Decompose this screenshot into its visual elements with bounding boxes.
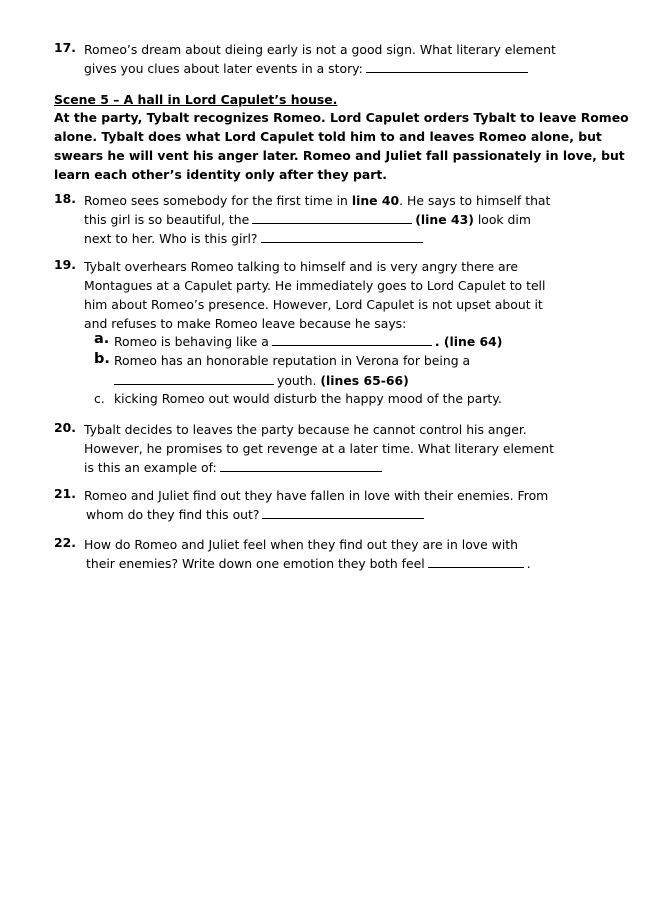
question-text: their enemies? Write down one emotion they both feel bbox=[86, 556, 425, 571]
answer-blank[interactable] bbox=[272, 333, 432, 346]
question-text: whom do they find this out? bbox=[86, 507, 260, 522]
question-text: next to her. Who is this girl? bbox=[84, 231, 258, 246]
question-number: 19. bbox=[54, 257, 76, 272]
question-number: 21. bbox=[54, 486, 76, 501]
line-reference: (lines 65-66) bbox=[320, 373, 409, 388]
question-text: Romeo and Juliet find out they have fallen in love with their enemies. From bbox=[84, 488, 549, 503]
question-text: Romeo’s dream about dieing early is not a good sign. What literary element bbox=[84, 42, 556, 57]
option-label: b. bbox=[94, 351, 110, 367]
summary-line: At the party, Tybalt recognizes Romeo. Lord Capulet orders Tybalt to leave Romeo bbox=[54, 110, 629, 125]
answer-blank[interactable] bbox=[114, 372, 274, 385]
question-text: . bbox=[526, 556, 531, 571]
answer-blank[interactable] bbox=[366, 60, 528, 73]
line-reference: line 40 bbox=[351, 193, 400, 208]
line-reference: . (line 64) bbox=[434, 334, 503, 349]
question-text: Montagues at a Capulet party. He immediately goes to Lord Capulet to tell bbox=[84, 278, 546, 293]
question-number: 17. bbox=[54, 40, 76, 55]
answer-blank[interactable] bbox=[428, 555, 524, 568]
question-text: Romeo sees somebody for the first time in bbox=[84, 193, 348, 208]
question-text: However, he promises to get revenge at a later time. What literary element bbox=[84, 441, 554, 456]
question-text: this girl is so beautiful, the bbox=[84, 212, 250, 227]
question-text: look dim bbox=[477, 212, 531, 227]
answer-blank[interactable] bbox=[262, 506, 424, 519]
option-text: youth. bbox=[277, 373, 317, 388]
question-text: is this an example of: bbox=[84, 460, 217, 475]
answer-blank[interactable] bbox=[252, 211, 412, 224]
question-text: Tybalt decides to leaves the party because he cannot control his anger. bbox=[84, 422, 527, 437]
scene-summary bbox=[54, 108, 629, 184]
question-number: 20. bbox=[54, 420, 76, 435]
summary-line: alone. Tybalt does what Lord Capulet told him to and leaves Romeo alone, but bbox=[54, 129, 602, 144]
answer-blank[interactable] bbox=[261, 230, 423, 243]
question-text: him about Romeo’s presence. However, Lord Capulet is not upset about it bbox=[84, 297, 543, 312]
option-text: Romeo has an honorable reputation in Verona for being a bbox=[114, 353, 471, 368]
scene-heading: Scene 5 – A hall in Lord Capulet’s house. bbox=[54, 92, 338, 107]
question-text: How do Romeo and Juliet feel when they find out they are in love with bbox=[84, 537, 518, 552]
question-number: 22. bbox=[54, 535, 76, 550]
summary-line: learn each other’s identity only after they part. bbox=[54, 167, 387, 182]
question-text: Tybalt overhears Romeo talking to himself and is very angry there are bbox=[84, 259, 519, 274]
option-label: c. bbox=[94, 391, 105, 406]
question-text: . He says to himself that bbox=[399, 193, 551, 208]
line-reference: (line 43) bbox=[415, 212, 474, 227]
option-text: kicking Romeo out would disturb the happy mood of the party. bbox=[114, 391, 502, 406]
question-text: and refuses to make Romeo leave because he says: bbox=[84, 316, 407, 331]
question-text: gives you clues about later events in a story: bbox=[84, 61, 363, 76]
question-number: 18. bbox=[54, 191, 76, 206]
option-text: Romeo is behaving like a bbox=[114, 334, 269, 349]
answer-blank[interactable] bbox=[220, 459, 382, 472]
summary-line: swears he will vent his anger later. Romeo and Juliet fall passionately in love, but bbox=[54, 148, 625, 163]
option-label: a. bbox=[94, 331, 110, 347]
